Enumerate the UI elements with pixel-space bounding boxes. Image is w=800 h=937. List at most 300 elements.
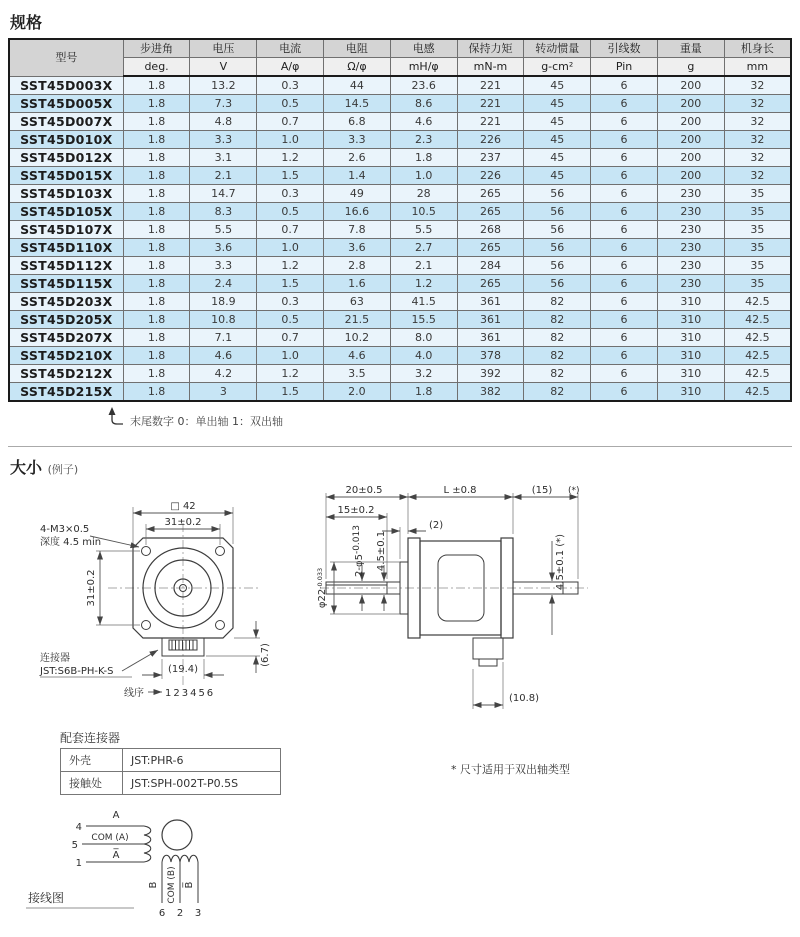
value-cell: 1.8 xyxy=(123,383,190,402)
connector-table xyxy=(60,748,281,795)
col-header-label: 机身长 xyxy=(724,39,791,58)
spec-row xyxy=(9,275,791,293)
col-header-model: 型号 xyxy=(9,39,123,76)
value-cell: 4.6 xyxy=(390,113,457,131)
value-cell: 230 xyxy=(657,257,724,275)
dual-shaft-note: * 尺寸适用于双出轴类型 xyxy=(451,763,570,776)
pin-number: 2 xyxy=(176,908,184,919)
value-cell: 10.5 xyxy=(390,203,457,221)
value-cell: 230 xyxy=(657,239,724,257)
value-cell: 7.8 xyxy=(324,221,391,239)
connector-row xyxy=(61,772,281,795)
col-header-unit: mN-m xyxy=(457,58,524,77)
wiring-diagram xyxy=(22,803,252,923)
value-cell: 6.8 xyxy=(324,113,391,131)
col-header-unit: Pin xyxy=(591,58,658,77)
value-cell: 5.5 xyxy=(190,221,257,239)
value-cell: 1.8 xyxy=(123,221,190,239)
spec-section-title: 规格 xyxy=(10,13,43,32)
bottom-row xyxy=(60,729,792,795)
model-cell: SST45D003X xyxy=(9,76,123,95)
value-cell: 82 xyxy=(524,383,591,402)
winding-label: B xyxy=(148,881,159,889)
side-view-drawing xyxy=(316,483,616,721)
value-cell: 13.2 xyxy=(190,76,257,95)
value-cell: 6 xyxy=(591,257,658,275)
dim-rear-shaft xyxy=(513,485,580,579)
value-cell: 16.6 xyxy=(324,203,391,221)
value-cell: 32 xyxy=(724,149,791,167)
winding-label: COM (A) xyxy=(91,833,129,843)
value-cell: 265 xyxy=(457,275,524,293)
model-cell: SST45D112X xyxy=(9,257,123,275)
mating-connector-block xyxy=(60,729,281,795)
spec-row xyxy=(9,329,791,347)
value-cell: 10.8 xyxy=(190,311,257,329)
value-cell: 392 xyxy=(457,365,524,383)
model-cell: SST45D005X xyxy=(9,95,123,113)
connector-table-title: 配套连接器 xyxy=(60,731,121,745)
winding-label: B̅ xyxy=(184,881,195,889)
spec-row xyxy=(9,347,791,365)
value-cell: 63 xyxy=(324,293,391,311)
value-cell: 226 xyxy=(457,167,524,185)
footnote-text: 末尾数字 0：单出轴 1：双出轴 xyxy=(130,415,283,428)
svg-text:L ±0.8: L ±0.8 xyxy=(443,485,477,496)
connector-row-value: JST:SPH-002T-P0.5S xyxy=(123,772,281,795)
col-header-label: 电阻 xyxy=(324,39,391,58)
value-cell: 3 xyxy=(190,383,257,402)
value-cell: 32 xyxy=(724,167,791,185)
value-cell: 0.3 xyxy=(257,185,324,203)
col-header-unit: A/φ xyxy=(257,58,324,77)
value-cell: 2.7 xyxy=(390,239,457,257)
value-cell: 45 xyxy=(524,95,591,113)
spec-row xyxy=(9,383,791,402)
col-header-label: 引线数 xyxy=(591,39,658,58)
value-cell: 230 xyxy=(657,185,724,203)
spec-row xyxy=(9,293,791,311)
winding-label: COM (B) xyxy=(167,866,177,904)
col-header-label: 电压 xyxy=(190,39,257,58)
connector-row-label: 接触处 xyxy=(61,772,123,795)
svg-text:2-φ5-0.013: 2-φ5-0.013 xyxy=(352,525,365,577)
value-cell: 378 xyxy=(457,347,524,365)
spec-row xyxy=(9,365,791,383)
value-cell: 221 xyxy=(457,113,524,131)
value-cell: 6 xyxy=(591,203,658,221)
value-cell: 42.5 xyxy=(724,365,791,383)
spec-row xyxy=(9,185,791,203)
value-cell: 230 xyxy=(657,203,724,221)
value-cell: 35 xyxy=(724,275,791,293)
value-cell: 2.6 xyxy=(324,149,391,167)
value-cell: 82 xyxy=(524,347,591,365)
svg-text:20±0.5: 20±0.5 xyxy=(345,485,383,496)
value-cell: 0.7 xyxy=(257,329,324,347)
value-cell: 49 xyxy=(324,185,391,203)
spec-row xyxy=(9,221,791,239)
value-cell: 56 xyxy=(524,275,591,293)
svg-text:接线图: 接线图 xyxy=(28,891,65,905)
value-cell: 382 xyxy=(457,383,524,402)
value-cell: 42.5 xyxy=(724,383,791,402)
spec-row xyxy=(9,257,791,275)
value-cell: 221 xyxy=(457,95,524,113)
coil-b xyxy=(148,855,201,919)
model-cell: SST45D210X xyxy=(9,347,123,365)
value-cell: 230 xyxy=(657,275,724,293)
value-cell: 45 xyxy=(524,149,591,167)
pin-number: 6 xyxy=(158,908,166,919)
value-cell: 200 xyxy=(657,167,724,185)
connector-front-outline xyxy=(162,638,204,656)
value-cell: 1.0 xyxy=(390,167,457,185)
value-cell: 45 xyxy=(524,76,591,95)
value-cell: 4.8 xyxy=(190,113,257,131)
spec-row xyxy=(9,203,791,221)
value-cell: 14.5 xyxy=(324,95,391,113)
value-cell: 6 xyxy=(591,383,658,402)
value-cell: 6 xyxy=(591,113,658,131)
mounting-hole xyxy=(142,547,151,556)
value-cell: 4.2 xyxy=(190,365,257,383)
value-cell: 1.8 xyxy=(123,275,190,293)
svg-text:JST:S6B-PH-K-S: JST:S6B-PH-K-S xyxy=(40,666,114,677)
value-cell: 310 xyxy=(657,347,724,365)
value-cell: 6 xyxy=(591,275,658,293)
value-cell: 2.1 xyxy=(390,257,457,275)
value-cell: 32 xyxy=(724,95,791,113)
value-cell: 56 xyxy=(524,239,591,257)
value-cell: 1.8 xyxy=(123,293,190,311)
model-cell: SST45D103X xyxy=(9,185,123,203)
dim-flat-depth-front xyxy=(376,531,387,611)
svg-text:(6.7): (6.7) xyxy=(260,643,271,667)
value-cell: 1.2 xyxy=(257,365,324,383)
value-cell: 1.5 xyxy=(257,167,324,185)
mounting-hole xyxy=(142,621,151,630)
dim-shaft-diameter xyxy=(352,525,365,611)
value-cell: 44 xyxy=(324,76,391,95)
value-cell: 23.6 xyxy=(390,76,457,95)
col-header-label: 电流 xyxy=(257,39,324,58)
value-cell: 0.7 xyxy=(257,221,324,239)
value-cell: 1.5 xyxy=(257,275,324,293)
value-cell: 1.8 xyxy=(123,167,190,185)
svg-text:4-M3×0.5: 4-M3×0.5 xyxy=(40,524,90,535)
value-cell: 6 xyxy=(591,239,658,257)
value-cell: 237 xyxy=(457,149,524,167)
value-cell: 2.1 xyxy=(190,167,257,185)
pin-number: 5 xyxy=(71,840,78,851)
value-cell: 1.5 xyxy=(257,383,324,402)
connector-side xyxy=(473,638,503,659)
value-cell: 45 xyxy=(524,167,591,185)
value-cell: 1.6 xyxy=(324,275,391,293)
col-header-unit: mm xyxy=(724,58,791,77)
model-cell: SST45D015X xyxy=(9,167,123,185)
value-cell: 3.6 xyxy=(190,239,257,257)
centerlines xyxy=(108,523,258,685)
value-cell: 3.3 xyxy=(190,131,257,149)
section-divider xyxy=(8,446,792,447)
model-cell: SST45D212X xyxy=(9,365,123,383)
dimension-drawings xyxy=(8,483,792,721)
winding-label: A̅ xyxy=(112,850,120,861)
svg-text:(19.4): (19.4) xyxy=(167,664,199,675)
col-header-label: 步进角 xyxy=(123,39,190,58)
value-cell: 35 xyxy=(724,257,791,275)
value-cell: 200 xyxy=(657,131,724,149)
mounting-hole xyxy=(216,547,225,556)
value-cell: 310 xyxy=(657,293,724,311)
col-header-label: 重量 xyxy=(657,39,724,58)
value-cell: 7.1 xyxy=(190,329,257,347)
svg-text:4.5±0.1 (*): 4.5±0.1 (*) xyxy=(555,533,566,591)
value-cell: 82 xyxy=(524,365,591,383)
value-cell: 56 xyxy=(524,221,591,239)
value-cell: 5.5 xyxy=(390,221,457,239)
value-cell: 3.6 xyxy=(324,239,391,257)
value-cell: 42.5 xyxy=(724,311,791,329)
value-cell: 0.3 xyxy=(257,293,324,311)
value-cell: 1.8 xyxy=(123,311,190,329)
value-cell: 56 xyxy=(524,257,591,275)
value-cell: 230 xyxy=(657,221,724,239)
model-cell: SST45D207X xyxy=(9,329,123,347)
value-cell: 45 xyxy=(524,131,591,149)
spec-row xyxy=(9,239,791,257)
value-cell: 1.8 xyxy=(123,329,190,347)
value-cell: 2.8 xyxy=(324,257,391,275)
value-cell: 221 xyxy=(457,76,524,95)
value-cell: 15.5 xyxy=(390,311,457,329)
value-cell: 56 xyxy=(524,185,591,203)
spec-row xyxy=(9,167,791,185)
value-cell: 3.5 xyxy=(324,365,391,383)
model-cell: SST45D205X xyxy=(9,311,123,329)
value-cell: 2.3 xyxy=(390,131,457,149)
value-cell: 1.8 xyxy=(123,131,190,149)
value-cell: 28 xyxy=(390,185,457,203)
svg-text:15±0.2: 15±0.2 xyxy=(337,505,375,516)
col-header-unit: mH/φ xyxy=(390,58,457,77)
value-cell: 0.5 xyxy=(257,311,324,329)
model-cell: SST45D107X xyxy=(9,221,123,239)
value-cell: 1.8 xyxy=(390,383,457,402)
value-cell: 1.8 xyxy=(390,149,457,167)
model-cell: SST45D115X xyxy=(9,275,123,293)
value-cell: 3.2 xyxy=(390,365,457,383)
connector-row-value: JST:PHR-6 xyxy=(123,749,281,772)
model-suffix-footnote xyxy=(104,406,792,436)
value-cell: 265 xyxy=(457,239,524,257)
value-cell: 200 xyxy=(657,95,724,113)
value-cell: 35 xyxy=(724,221,791,239)
connector-label xyxy=(39,650,158,677)
svg-text:31±0.2: 31±0.2 xyxy=(86,569,97,607)
svg-text:123456: 123456 xyxy=(165,688,216,699)
spec-table-body xyxy=(9,76,791,401)
spec-table xyxy=(8,38,792,402)
value-cell: 32 xyxy=(724,113,791,131)
svg-text:□ 42: □ 42 xyxy=(170,501,196,512)
value-cell: 8.0 xyxy=(390,329,457,347)
value-cell: 2.0 xyxy=(324,383,391,402)
svg-text:深度 4.5 min: 深度 4.5 min xyxy=(40,537,102,548)
value-cell: 6 xyxy=(591,185,658,203)
value-cell: 6 xyxy=(591,293,658,311)
value-cell: 6 xyxy=(591,149,658,167)
tap-note xyxy=(40,524,139,548)
value-cell: 1.4 xyxy=(324,167,391,185)
value-cell: 2.4 xyxy=(190,275,257,293)
pin-number: 1 xyxy=(75,858,82,869)
wiring-title xyxy=(26,890,134,908)
value-cell: 18.9 xyxy=(190,293,257,311)
value-cell: 1.2 xyxy=(257,149,324,167)
value-cell: 1.8 xyxy=(123,185,190,203)
value-cell: 1.0 xyxy=(257,131,324,149)
value-cell: 310 xyxy=(657,311,724,329)
value-cell: 45 xyxy=(524,113,591,131)
value-cell: 8.6 xyxy=(390,95,457,113)
col-header-unit: Ω/φ xyxy=(324,58,391,77)
connector-row xyxy=(61,749,281,772)
svg-text:(10.8): (10.8) xyxy=(509,693,540,704)
value-cell: 0.3 xyxy=(257,76,324,95)
value-cell: 6 xyxy=(591,131,658,149)
value-cell: 284 xyxy=(457,257,524,275)
value-cell: 1.0 xyxy=(257,239,324,257)
size-section-title xyxy=(10,455,790,478)
model-cell: SST45D010X xyxy=(9,131,123,149)
value-cell: 6 xyxy=(591,167,658,185)
front-view-drawing xyxy=(38,483,308,721)
pin-number: 4 xyxy=(75,822,82,833)
value-cell: 42.5 xyxy=(724,347,791,365)
svg-text:4.5±0.1: 4.5±0.1 xyxy=(376,530,387,572)
value-cell: 310 xyxy=(657,383,724,402)
pin-number: 3 xyxy=(194,908,202,919)
wire-order xyxy=(124,686,215,699)
value-cell: 8.3 xyxy=(190,203,257,221)
spec-row xyxy=(9,113,791,131)
model-cell: SST45D007X xyxy=(9,113,123,131)
value-cell: 1.8 xyxy=(123,365,190,383)
value-cell: 226 xyxy=(457,131,524,149)
value-cell: 4.0 xyxy=(390,347,457,365)
value-cell: 1.8 xyxy=(123,113,190,131)
dim-connector-protrusion xyxy=(473,662,539,709)
value-cell: 265 xyxy=(457,185,524,203)
value-cell: 35 xyxy=(724,239,791,257)
svg-text:φ22-0.033: $\varphi 22^{-0.033}$ xyxy=(316,567,328,609)
value-cell: 200 xyxy=(657,76,724,95)
value-cell: 82 xyxy=(524,329,591,347)
value-cell: 1.8 xyxy=(123,95,190,113)
size-title-text: 大小 xyxy=(10,458,43,477)
col-header-label: 保持力矩 xyxy=(457,39,524,58)
col-header-label: 转动惯量 xyxy=(524,39,591,58)
value-cell: 1.2 xyxy=(390,275,457,293)
svg-text:31±0.2: 31±0.2 xyxy=(164,517,202,528)
value-cell: 3.3 xyxy=(190,257,257,275)
value-cell: 0.5 xyxy=(257,203,324,221)
value-cell: 21.5 xyxy=(324,311,391,329)
value-cell: 1.8 xyxy=(123,149,190,167)
spec-row xyxy=(9,131,791,149)
col-header-unit: g-cm² xyxy=(524,58,591,77)
value-cell: 1.0 xyxy=(257,347,324,365)
value-cell: 6 xyxy=(591,347,658,365)
svg-text:(2): (2) xyxy=(429,520,444,531)
value-cell: 42.5 xyxy=(724,329,791,347)
value-cell: 265 xyxy=(457,203,524,221)
value-cell: 42.5 xyxy=(724,293,791,311)
model-cell: SST45D215X xyxy=(9,383,123,402)
svg-text:连接器: 连接器 xyxy=(40,653,70,664)
spec-table-header xyxy=(9,39,791,76)
winding-label: A xyxy=(112,810,120,821)
value-cell: 35 xyxy=(724,185,791,203)
value-cell: 6 xyxy=(591,329,658,347)
col-header-unit: deg. xyxy=(123,58,190,77)
col-header-label: 电感 xyxy=(390,39,457,58)
dim-shaft-total xyxy=(326,485,408,579)
dim-pilot-width xyxy=(382,520,443,559)
spec-row xyxy=(9,76,791,95)
wiring-diagram-block xyxy=(22,803,792,927)
value-cell: 56 xyxy=(524,203,591,221)
value-cell: 1.8 xyxy=(123,203,190,221)
value-cell: 200 xyxy=(657,113,724,131)
value-cell: 6 xyxy=(591,76,658,95)
spec-row xyxy=(9,149,791,167)
size-subtitle-text: (例子) xyxy=(47,463,79,476)
dim-body-length xyxy=(408,485,513,534)
value-cell: 6 xyxy=(591,365,658,383)
value-cell: 1.2 xyxy=(257,257,324,275)
col-header-unit: V xyxy=(190,58,257,77)
rotor-circle xyxy=(162,820,192,850)
value-cell: 3.1 xyxy=(190,149,257,167)
value-cell: 1.8 xyxy=(123,239,190,257)
svg-text:(15): (15) xyxy=(531,485,553,496)
value-cell: 361 xyxy=(457,311,524,329)
value-cell: 0.7 xyxy=(257,113,324,131)
value-cell: 10.2 xyxy=(324,329,391,347)
value-cell: 361 xyxy=(457,293,524,311)
spec-row xyxy=(9,95,791,113)
model-cell: SST45D105X xyxy=(9,203,123,221)
mounting-hole xyxy=(216,621,225,630)
value-cell: 361 xyxy=(457,329,524,347)
dim-flat-depth-rear xyxy=(552,534,566,635)
value-cell: 200 xyxy=(657,149,724,167)
value-cell: 6 xyxy=(591,95,658,113)
col-header-unit: g xyxy=(657,58,724,77)
value-cell: 35 xyxy=(724,203,791,221)
value-cell: 268 xyxy=(457,221,524,239)
svg-text:线序: 线序 xyxy=(124,688,144,699)
model-cell: SST45D203X xyxy=(9,293,123,311)
value-cell: 32 xyxy=(724,76,791,95)
value-cell: 310 xyxy=(657,365,724,383)
model-cell: SST45D110X xyxy=(9,239,123,257)
coil-a xyxy=(72,810,151,869)
